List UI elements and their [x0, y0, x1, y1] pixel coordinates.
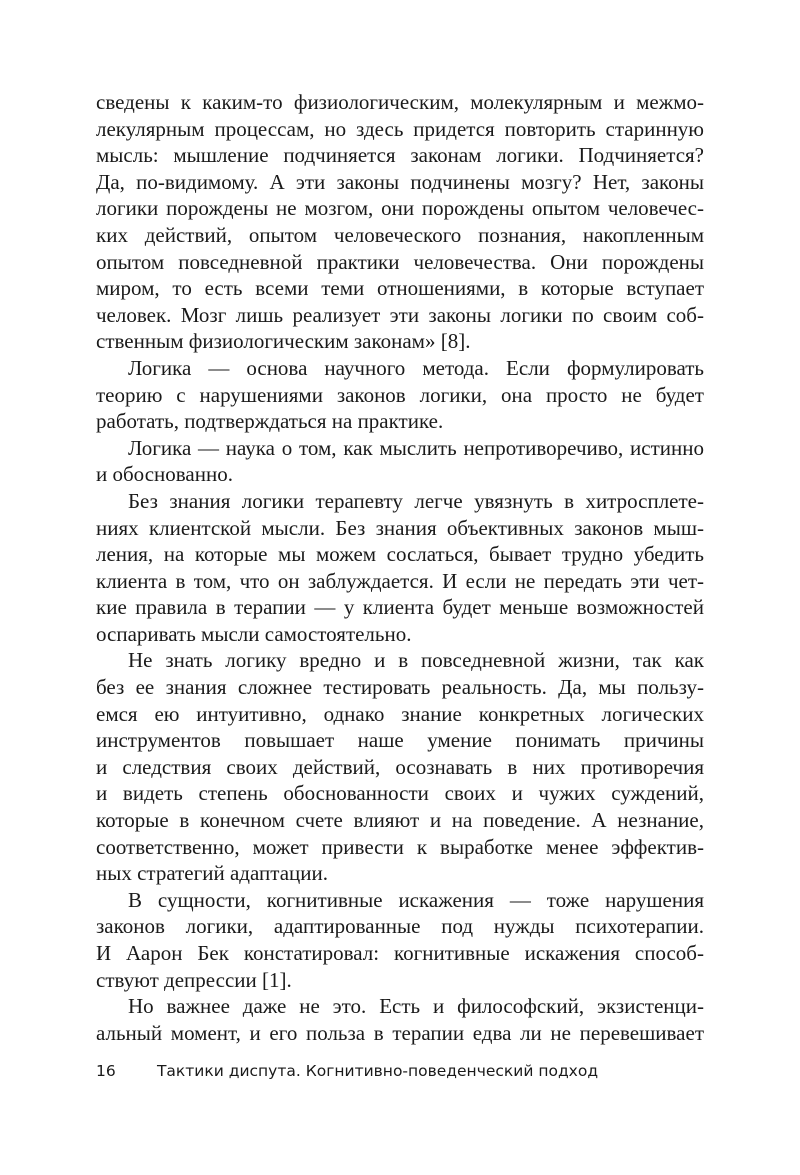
paragraph	[96, 355, 704, 435]
text-line: которые в конечном счете влияют и на поведение. А незнание,	[96, 808, 704, 833]
text-line: ниях клиентской мысли. Без знания объективных законов мыш-	[96, 515, 704, 540]
text-line: кие правила в терапии — у клиента будет меньше возможностей	[96, 595, 704, 620]
text-line: миром, то есть всеми теми отношениями, в которые вступает	[96, 276, 704, 301]
paragraph	[96, 993, 704, 1046]
running-title: Тактики диспута. Когнитивно-поведенческий подход	[156, 1062, 599, 1080]
text-line: оспаривать мысли самостоятельно.	[96, 621, 412, 646]
text-line: и следствия своих действий, осознавать в них противоречия	[96, 754, 704, 779]
text-line: Логика — основа научного метода. Если формулировать	[128, 355, 704, 380]
paragraph	[96, 887, 704, 993]
text-line: Да, по-видимому. А эти законы подчинены мозгу? Нет, законы	[96, 169, 704, 194]
page-footer	[96, 1062, 598, 1080]
text-line: законов логики, адаптированные под нужды психотерапии.	[96, 914, 704, 939]
paragraph	[96, 647, 704, 886]
text-line: мысль: мышление подчиняется законам логики. Подчиняется?	[96, 143, 704, 168]
text-line: ления, на которые мы можем сослаться, бывает трудно убедить	[96, 542, 704, 567]
text-line: ствуют депрессии [1].	[96, 967, 292, 992]
page-body	[96, 89, 704, 1046]
paragraph	[96, 435, 704, 488]
text-line: клиента в том, что он заблуждается. И если не передать эти чет-	[96, 568, 704, 593]
text-line: лекулярным процессам, но здесь придется повторить старинную	[96, 116, 704, 141]
text-line: без ее знания сложнее тестировать реальность. Да, мы пользу-	[96, 675, 704, 700]
text-line: альный момент, и его польза в терапии едва ли не перевешивает	[96, 1020, 704, 1045]
text-line: сведены к каким-то физиологическим, молекулярным и межмо-	[96, 90, 704, 114]
text-line: логики порождены не мозгом, они порождены опытом человечес-	[96, 196, 704, 221]
text-line: ных стратегий адаптации.	[96, 861, 328, 886]
text-line: инструментов повышает наше умение понимать причины	[96, 728, 704, 753]
text-line: Не знать логику вредно и в повседневной жизни, так как	[128, 648, 704, 673]
paragraph	[96, 89, 704, 355]
page-number: 16	[96, 1062, 116, 1080]
text-line: и обоснованно.	[96, 462, 233, 487]
paragraph	[96, 488, 704, 648]
text-line: ких действий, опытом человеческого познания, накопленным	[96, 222, 704, 247]
text-line: Без знания логики терапевту легче увязнуть в хитросплете-	[128, 488, 704, 513]
text-line: работать, подтверждаться на практике.	[96, 409, 444, 434]
text-line: соответственно, может привести к выработке менее эффектив-	[96, 834, 704, 859]
text-line: теорию с нарушениями законов логики, она просто не будет	[96, 382, 704, 407]
text-line: И Аарон Бек констатировал: когнитивные искажения способ-	[96, 941, 704, 965]
text-line: емся ею интуитивно, однако знание конкретных логических	[96, 701, 704, 726]
text-line: Но важнее даже не это. Есть и философский, экзистенци-	[128, 994, 704, 1019]
text-line: и видеть степень обоснованности своих и чужих суждений,	[96, 781, 704, 806]
text-line: Логика — наука о том, как мыслить непротиворечиво, истинно	[128, 435, 704, 460]
text-line: человек. Мозг лишь реализует эти законы логики по своим соб-	[96, 302, 704, 327]
text-line: опытом повседневной практики человечества. Они порождены	[96, 249, 704, 274]
text-line: В сущности, когнитивные искажения — тоже нарушения	[128, 887, 704, 912]
text-line: ственным физиологическим законам» [8].	[96, 329, 471, 354]
